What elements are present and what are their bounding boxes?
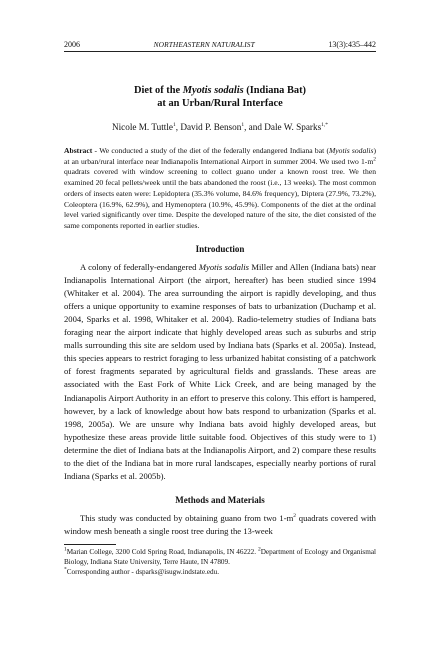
footnote-3: Corresponding author - dsparks@isugw.indstate.edu. [66,568,220,577]
author-1: Nicole M. Tuttle [111,122,173,132]
methods-heading: Methods and Materials [175,495,265,506]
footnote-affiliations [64,548,376,568]
author-2-affil: 1 [241,121,245,128]
intro-text-2: Miller and Allen (Indiana bats) near Indianapolis International Airport (the airport, hereafter) has been studied since 1994 (Whitaker et al. 2004). The area surrounding the airport is rapidly developing, and thus offers a unique opportunity to examine responses of bats to urbanization (Duchamp et al. 2004, Sparks et al. 1998, Whitaker et al. 2004). Radio-telemetry studies of Indiana bats foraging near the airport indicate that highly developed areas such as suburbs and strip malls surrounding this site are seldom used by Indiana bats (Sparks et al. 2005a). Instead, this species appears to restrict foraging to less urbanized habitat consisting of a patchwork of forest fragments separated by agricultural fields and grasslands. These areas are associated with the East Fork of White Lick Creek, and are being managed by the Indianapolis Airport Authority in an effort to preserve this colony. This effort is hampered, however, by a lack of knowledge about how bats respond to urbanization (Sparks et al. 1998, 2005a). We are unsure why Indiana bats avoid highly developed areas, but hypothesize these areas provide little suitable food. Objectives of this study were to 1) determine the diet of Indiana bats at the Indianapolis Airport, and 2) compare these results to the diet of the Indiana bat in more rural landscapes, especially nearby portions of rural Indiana (Sparks et al. 2005b). [64,261,376,482]
footnote-rule [64,544,116,545]
abstract-sup: 2 [373,156,376,163]
footnote-corresponding [64,568,376,578]
methods-paragraph [64,512,376,538]
running-head [64,40,376,52]
introduction-heading: Introduction [195,243,245,254]
abstract [64,146,376,232]
abstract-label: Abstract [64,146,93,155]
abstract-species: Myotis sodalis [328,146,374,155]
author-3-affil: 1,* [321,121,329,128]
publication-year: 2006 [64,40,80,49]
footnote-1-marker: 1 [64,547,67,554]
title-line-1 [64,84,376,97]
footnote-1: Marian College, 3200 Cold Spring Road, Indianapolis, IN 46222. [66,548,258,557]
intro-species: Myotis sodalis [198,261,249,272]
methods-text-2: quadrats covered with window mesh beneath a single roost tree during the 13-week [64,513,376,537]
title-pre: Diet of the [133,85,183,96]
footnote-2: Department of Ecology and Organismal Biology, Indiana State University, Terre Haute, IN 47809. [64,548,377,567]
methods-text-1: This study was conducted by obtaining guano from two 1-m [80,513,294,524]
abstract-text-2: ) at an urban/rural interface near Indianapolis International Airport in summer 2004. We used two 1-m [64,146,376,166]
methods-sup: 2 [293,513,296,520]
author-list [64,122,376,132]
abstract-text-1: - We conducted a study of the diet of the federally endangered Indiana bat ( [92,146,329,155]
footnote-2-marker: 2 [257,547,261,554]
author-3: , and Dale W. Sparks [244,122,322,132]
title-genus: Myotis sodalis [182,85,244,96]
introduction-paragraph [64,261,376,484]
footnote-3-marker: * [64,566,67,573]
title-line-2: at an Urban/Rural Interface [157,98,283,109]
journal-name: NORTHEASTERN NATURALIST [153,40,255,49]
author-2: , David P. Benson [175,122,242,132]
volume-pages: 13(3):435–442 [328,40,376,49]
article-title [64,84,376,110]
title-post: (Indiana Bat) [243,85,307,96]
abstract-text-3: quadrats covered with window screening to collect guano under a known roost tree. We then examined 20 fecal pellets/week until the bats abandoned the roost (i.e., 13 weeks). The most common orders of insects eaten were: Lepidoptera (35.3% volume, 84.6% frequency), Diptera (27.9%, 73.2%), Coleoptera (16.9%, 62.9%), and Hymenoptera (10.9%, 45.9%). Components of the diet at the ordinal level varied significantly over time. Despite the developed nature of the site, the diet consisted of the same components reported in earlier studies. [64,167,376,230]
intro-text-1: A colony of federally-endangered [80,261,199,272]
author-1-affil: 1 [172,121,176,128]
footnotes [64,548,376,578]
journal-page [64,40,376,578]
